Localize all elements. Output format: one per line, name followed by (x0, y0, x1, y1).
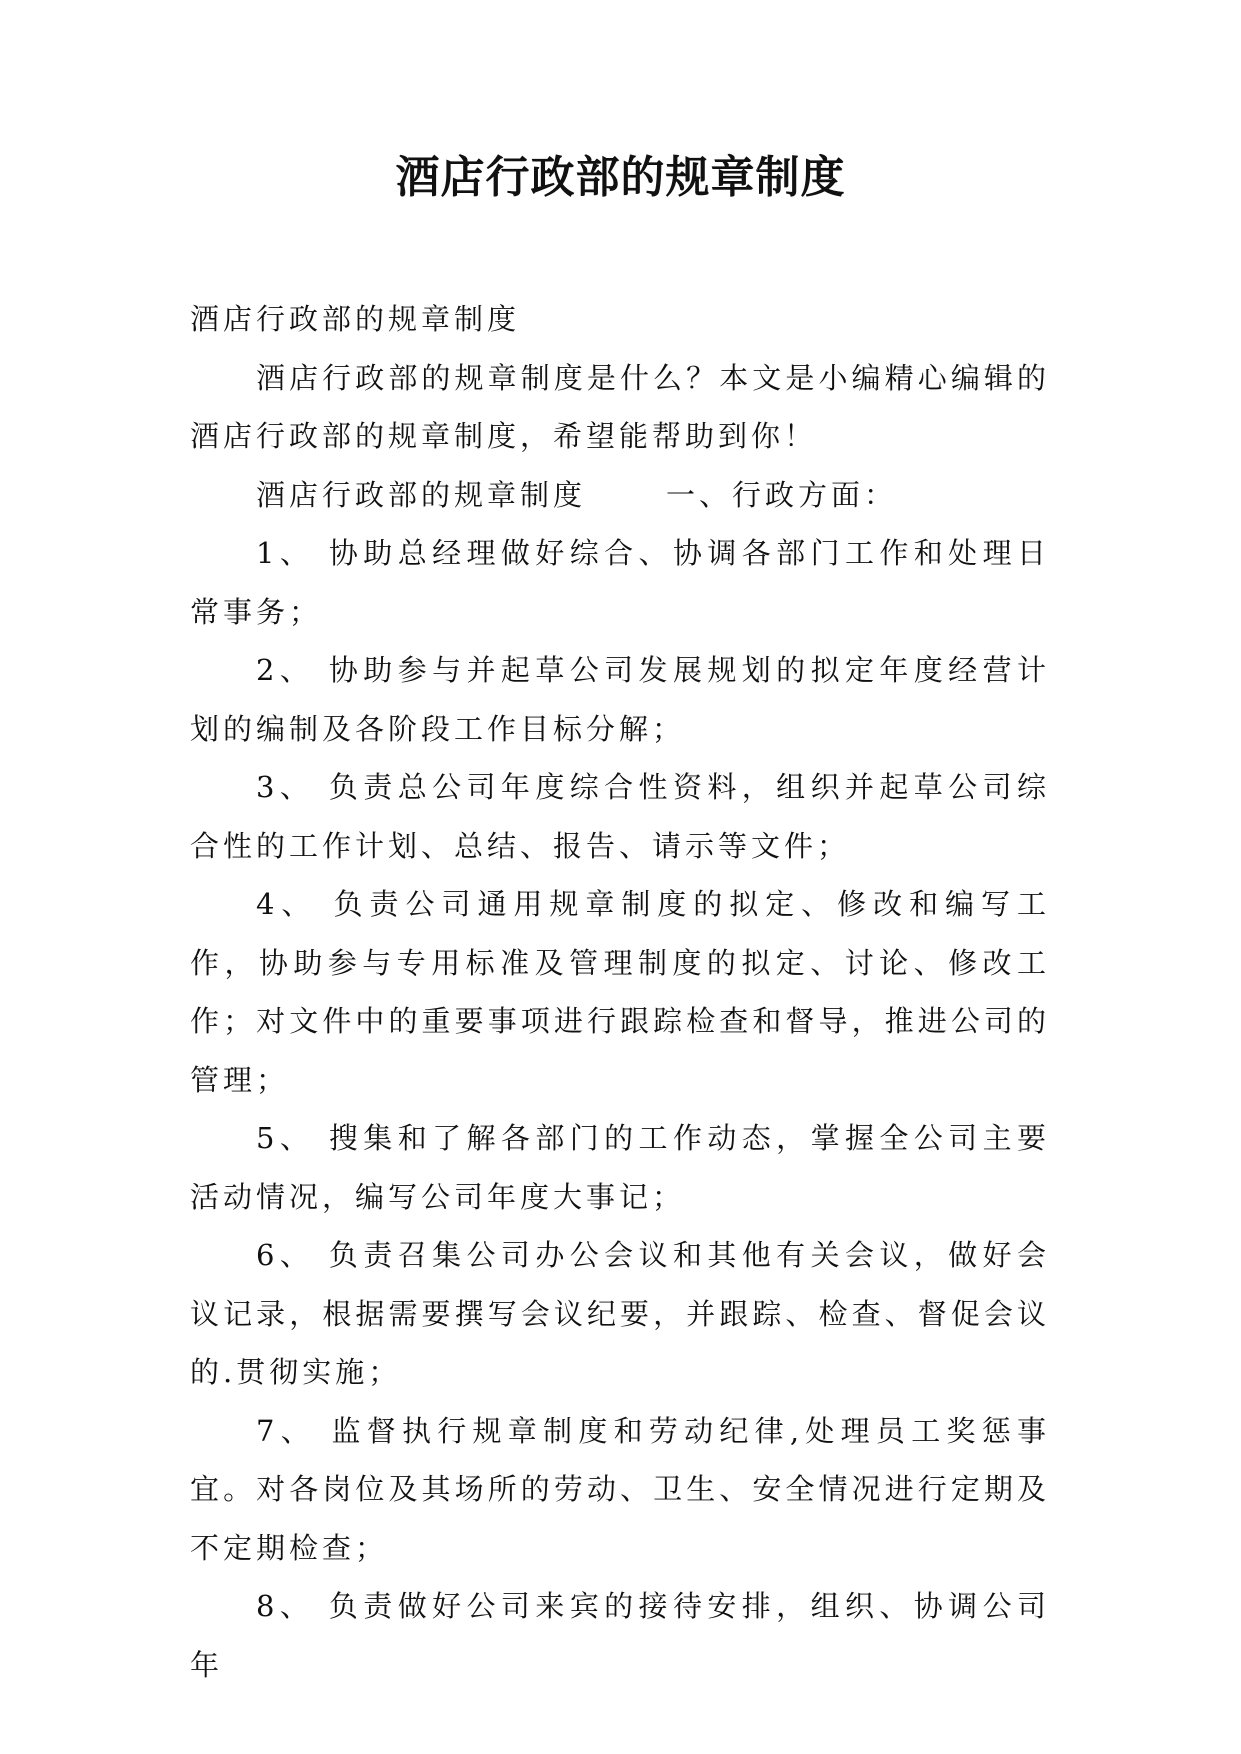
list-item: 6、 负责召集公司办公会议和其他有关会议，做好会议记录，根据需要撰写会议纪要，并跟踪、检查、督促会议的.贯彻实施； (190, 1238, 1050, 1389)
list-item: 5、 搜集和了解各部门的工作动态，掌握全公司主要活动情况，编写公司年度大事记； (190, 1121, 1050, 1214)
list-item: 1、 协助总经理做好综合、协调各部门工作和处理日常事务； (190, 536, 1050, 629)
section-heading: 一、行政方面： (666, 477, 898, 512)
document-title: 酒店行政部的规章制度 (395, 152, 846, 203)
list-item: 2、 协助参与并起草公司发展规划的拟定年度经营计划的编制及各阶段工作目标分解； (190, 653, 1050, 746)
heading-line: 酒店行政部的规章制度 (190, 302, 521, 336)
list-item: 4、 负责公司通用规章制度的拟定、修改和编写工作，协助参与专用标准及管理制度的拟定、讨论、修改工作；对文件中的重要事项进行跟踪检查和督导，推进公司的管理； (190, 887, 1050, 1097)
document-body (190, 290, 1050, 1694)
list-item: 7、 监督执行规章制度和劳动纪律,处理员工奖惩事宜。对各岗位及其场所的劳动、卫生、安全情况进行定期及不定期检查； (190, 1413, 1050, 1565)
section-lead: 酒店行政部的规章制度 (256, 477, 587, 512)
section-line (190, 466, 1050, 525)
list-item: 3、 负责总公司年度综合性资料，组织并起草公司综合性的工作计划、总结、报告、请示等文件； (190, 770, 1050, 863)
intro-paragraph: 酒店行政部的规章制度是什么？本文是小编精心编辑的酒店行政部的规章制度，希望能帮助到你！ (190, 360, 1050, 453)
list-item: 8、 负责做好公司来宾的接待安排，组织、协调公司年 (190, 1589, 1050, 1682)
